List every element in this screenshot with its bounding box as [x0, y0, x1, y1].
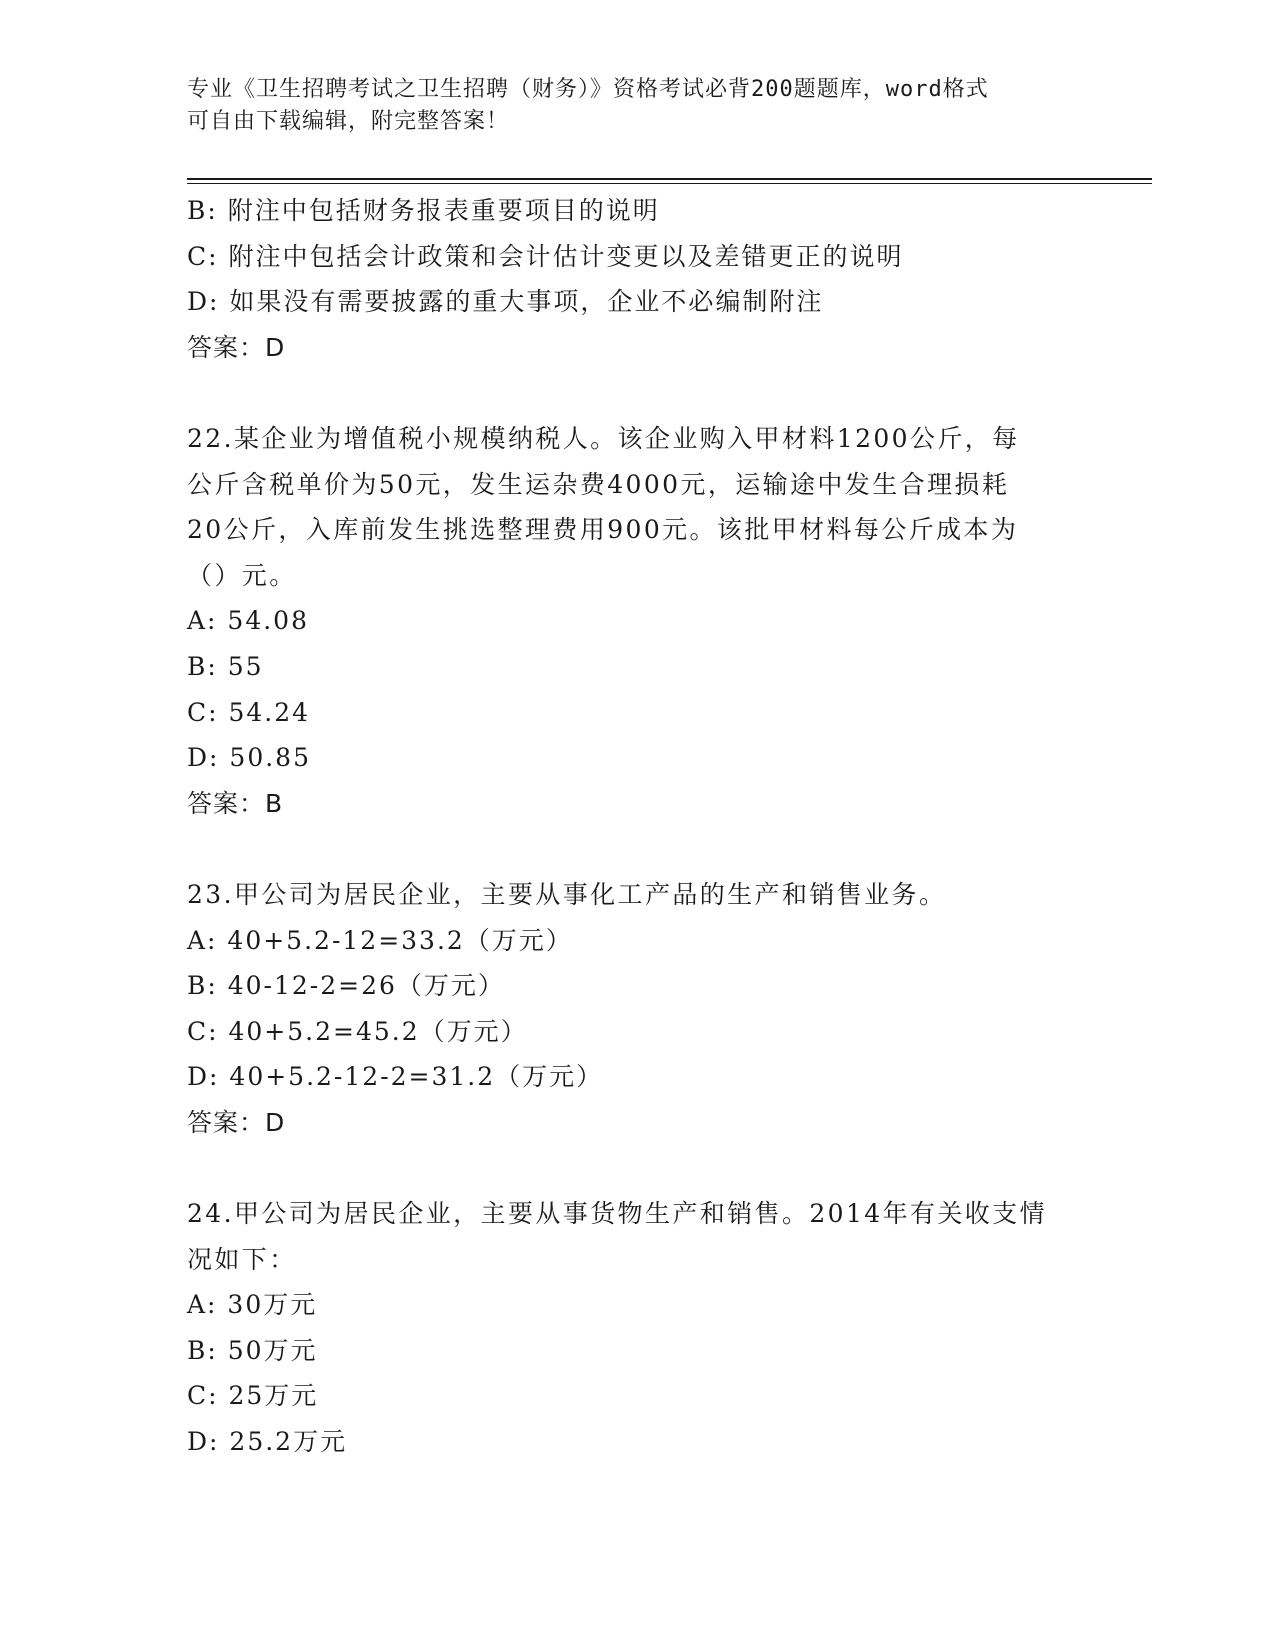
header-line-2: 可自由下载编辑，附完整答案！	[187, 109, 510, 134]
answer: 答案：D	[187, 332, 286, 362]
option-b: B: 附注中包括财务报表重要项目的说明	[187, 196, 660, 225]
option-d: D: 25.2万元	[187, 1427, 348, 1457]
question-text-line: 24.甲公司为居民企业，主要从事货物生产和销售。2014年有关收支情	[187, 1199, 1047, 1229]
question-text-line: 况如下：	[187, 1244, 297, 1274]
option-c: C: 附注中包括会计政策和会计估计变更以及差错更正的说明	[187, 241, 904, 271]
option-d: D: 50.85	[187, 743, 311, 773]
spacer	[187, 826, 1087, 872]
option-a: A: 30万元	[187, 1290, 318, 1320]
option-a: A: 40+5.2-12=33.2（万元）	[187, 925, 573, 955]
question-text	[187, 872, 1087, 918]
question-text-line: 公斤含税单价为50元，发生运杂费4000元，运输途中发生合理损耗	[187, 469, 1010, 499]
option-c: C: 40+5.2=45.2（万元）	[187, 1016, 528, 1046]
question-text-line: 20公斤，入库前发生挑选整理费用900元。该批甲材料每公斤成本为	[187, 515, 1019, 545]
option-c: C: 54.24	[187, 697, 311, 727]
question-text	[187, 416, 1087, 598]
header-divider-thin	[187, 183, 1152, 184]
option-b: B: 50万元	[187, 1335, 318, 1365]
spacer	[187, 1145, 1087, 1191]
header-divider-thick	[187, 178, 1152, 180]
option-b: B: 40-12-2=26（万元）	[187, 971, 505, 1001]
option-a: A: 54.08	[187, 606, 309, 636]
document-header	[187, 74, 1087, 138]
question-23	[187, 872, 1087, 1146]
option-b: B: 55	[187, 651, 264, 681]
document-page	[187, 0, 1157, 1650]
answer: 答案：D	[187, 1107, 286, 1137]
question-24	[187, 1191, 1087, 1465]
spacer	[187, 370, 1087, 416]
question-text	[187, 1191, 1087, 1282]
option-c: C: 25万元	[187, 1381, 319, 1411]
option-d: D: 40+5.2-12-2=31.2（万元）	[187, 1062, 604, 1092]
question-22	[187, 416, 1087, 826]
answer: 答案：B	[187, 788, 284, 818]
question-text-line: 22.某企业为增值税小规模纳税人。该企业购入甲材料1200公斤，每	[187, 423, 1020, 453]
question-text-line: 23.甲公司为居民企业，主要从事化工产品的生产和销售业务。	[187, 879, 947, 909]
question-text-line: （）元。	[187, 560, 297, 590]
question-list	[187, 188, 1087, 1465]
option-d: D: 如果没有需要披露的重大事项，企业不必编制附注	[187, 287, 824, 317]
header-line-1: 专业《卫生招聘考试之卫生招聘（财务）》资格考试必背200题题库，word格式	[187, 77, 989, 102]
question-21-tail	[187, 188, 1087, 370]
